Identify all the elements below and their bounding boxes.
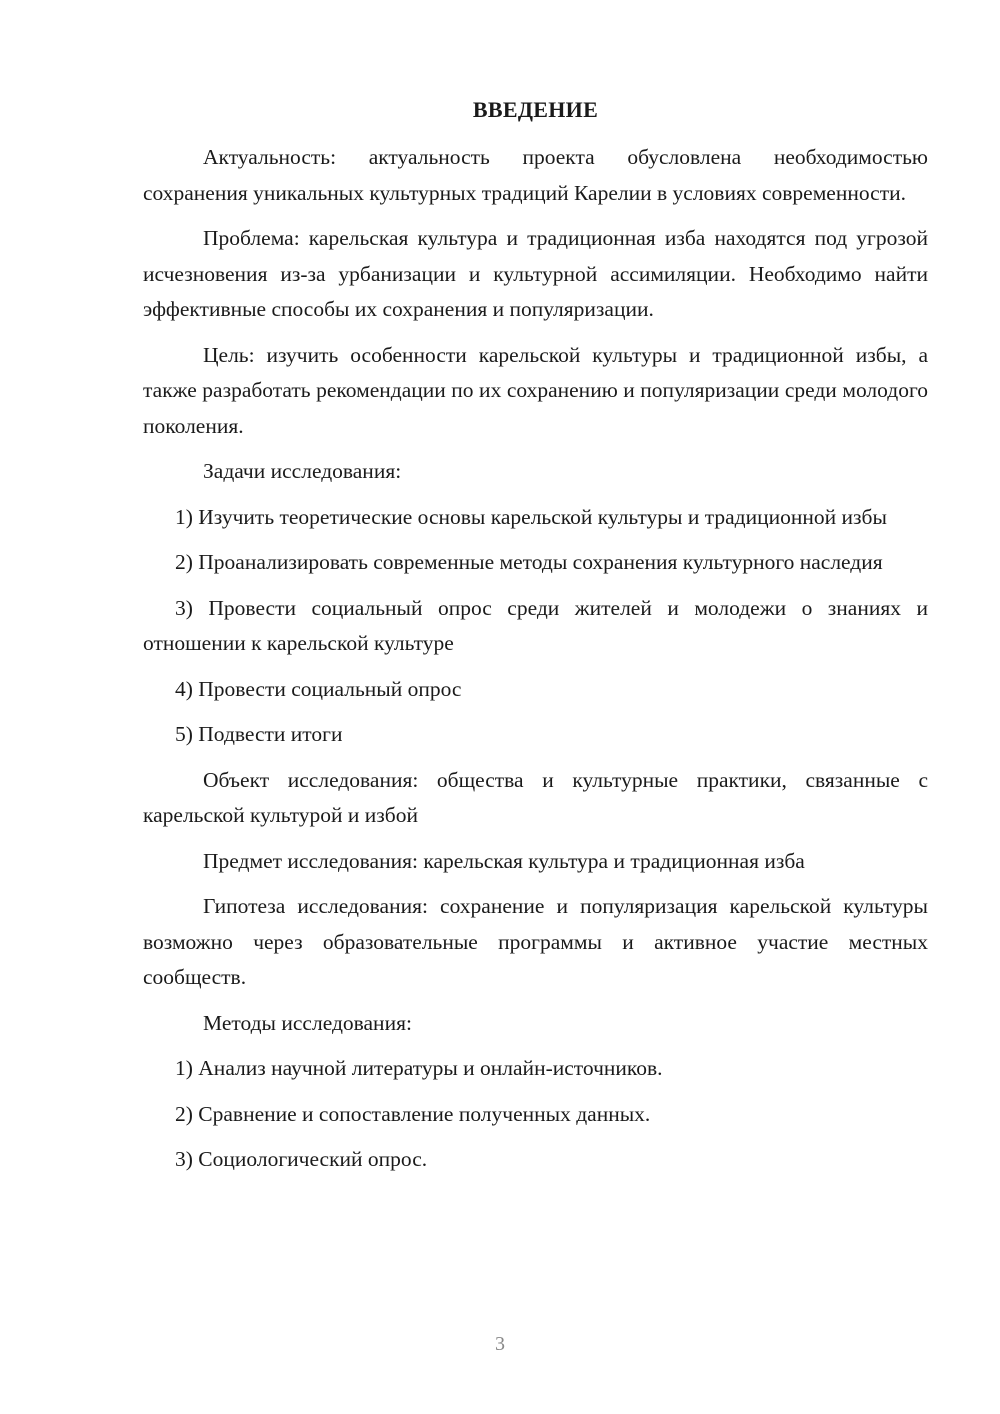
problem-paragraph: Проблема: карельская культура и традиционная изба находятся под угрозой исчезновения из-за урбанизации и культурной ассимиляции. Необходимо найти эффективные способы их сохранения и популяризации. <box>143 226 928 321</box>
document-page <box>143 95 928 1188</box>
page-number: 3 <box>495 1333 505 1355</box>
section-heading: ВВЕДЕНИЕ <box>472 97 599 122</box>
methods-title: Методы исследования: <box>203 1010 412 1035</box>
hypothesis-paragraph: Гипотеза исследования: сохранение и популяризация карельской культуры возможно через образовательные программы и активное участие местных сообществ. <box>143 894 928 989</box>
method-item-2: 2) Сравнение и сопоставление полученных данных. <box>175 1101 651 1126</box>
tasks-title: Задачи исследования: <box>203 459 402 483</box>
task-item-1: 1) Изучить теоретические основы карельской культуры и традиционной избы <box>175 504 887 529</box>
method-item-1: 1) Анализ научной литературы и онлайн-источников. <box>175 1056 663 1080</box>
task-item-2: 2) Проанализировать современные методы сохранения культурного наследия <box>175 550 883 574</box>
subject-paragraph: Предмет исследования: карельская культура и традиционная изба <box>203 848 805 873</box>
task-item-4: 4) Провести социальный опрос <box>175 676 462 701</box>
method-item-3: 3) Социологический опрос. <box>175 1147 428 1171</box>
object-paragraph: Объект исследования: общества и культурные практики, связанные с карельской культурой и избой <box>143 767 928 827</box>
goal-paragraph: Цель: изучить особенности карельской культуры и традиционной избы, а также разработать рекомендации по их сохранению и популяризации среди молодого поколения. <box>143 342 928 438</box>
relevance-paragraph: Актуальность: актуальность проекта обусловлена необходимостью сохранения уникальных культурных традиций Карелии в условиях современности. <box>143 145 928 205</box>
task-item-5: 5) Подвести итоги <box>175 722 343 746</box>
task-item-3: 3) Провести социальный опрос среди жителей и молодежи о знаниях и отношении к карельской культуре <box>143 595 928 655</box>
